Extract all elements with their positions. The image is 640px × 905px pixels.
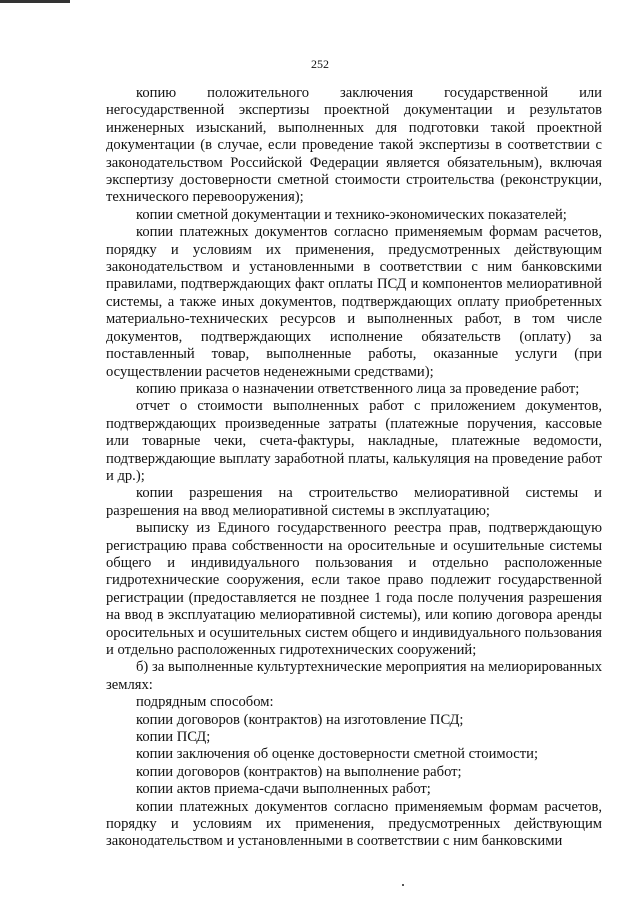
paragraph-expertise-copy: копию положительного заключения государственной или негосударственной экспертизы проектной документации и результатов инженерных изысканий, выполненных для подготовки такой проектной документации (в случае, если проведение такой экспертизы в соответствии с законодательством Российской Федерации является обязательным), включая экспертизу достоверности сметной стоимости строительства (реконструкции, технического перевооружения);	[106, 85, 602, 206]
paragraph-order-copy: копию приказа о назначении ответственного лица за проведение работ;	[136, 380, 580, 397]
paragraph-estimate-docs: копии сметной документации и технико-экономических показателей;	[136, 206, 567, 223]
paragraph-psd-copies: копии ПСД;	[136, 729, 211, 746]
scan-speck	[402, 884, 404, 886]
top-edge-rule	[0, 0, 70, 3]
paragraph-registry-extract: выписку из Единого государственного реестра прав, подтверждающую регистрацию права собственности на оросительные и осушительные системы общего и индивидуального пользования и отдельно расположенные гидротехнические сооружения, если такое право подлежит государственной регистрации (предоставляется не позднее 1 года после получения разрешения на ввод в эксплуатацию мелиоративной системы), или копию договора аренды оросительных и осушительных систем общего и индивидуального пользования и отдельно расположенных гидротехнических сооружений;	[106, 520, 602, 658]
paragraph-payment-docs: копии платежных документов согласно применяемым формам расчетов, порядку и условиям их применения, предусмотренных действующим законодательством и установленными в соответствии с ним банковскими правилами, подтверждающих факт оплаты ПСД и компонентов мелиоративной системы, а также иных документов, подтверждающих оплату приобретенных материально-технических ресурсов и выполненных работ, в том числе документов, подтверждающих исполнение обязательств (оплату) за поставленный товар, выполненные работы, оказанные услуги (при осуществлении расчетов неденежными средствами);	[106, 224, 602, 380]
paragraph-work-contracts: копии договоров (контрактов) на выполнение работ;	[136, 763, 462, 780]
paragraph-item-b: б) за выполненные культуртехнические мероприятия на мелиорированных землях:	[106, 659, 602, 693]
document-body	[106, 85, 602, 851]
paragraph-acceptance-acts: копии актов приема-сдачи выполненных работ;	[136, 781, 431, 798]
paragraph-estimate-assessment: копии заключения об оценке достоверности сметной стоимости;	[136, 746, 539, 763]
paragraph-construction-permit: копии разрешения на строительство мелиоративной системы и разрешения на ввод мелиоративной системы в эксплуатацию;	[106, 485, 602, 519]
paragraph-contract-method: подрядным способом:	[136, 694, 274, 711]
paragraph-psd-contracts: копии договоров (контрактов) на изготовление ПСД;	[136, 711, 464, 728]
paragraph-cost-report: отчет о стоимости выполненных работ с приложением документов, подтверждающих произведенные затраты (платежные поручения, кассовые или товарные чеки, счета-фактуры, накладные, платежные ведомости, подтверждающие выплату заработной платы, калькуляция на проведение работ и др.);	[106, 398, 602, 484]
page-number: 252	[311, 57, 329, 71]
paragraph-payment-docs-2: копии платежных документов согласно применяемым формам расчетов, порядку и условиям их применения, предусмотренных действующим законодательством и установленными в соответствии с ним банковскими	[106, 798, 602, 850]
